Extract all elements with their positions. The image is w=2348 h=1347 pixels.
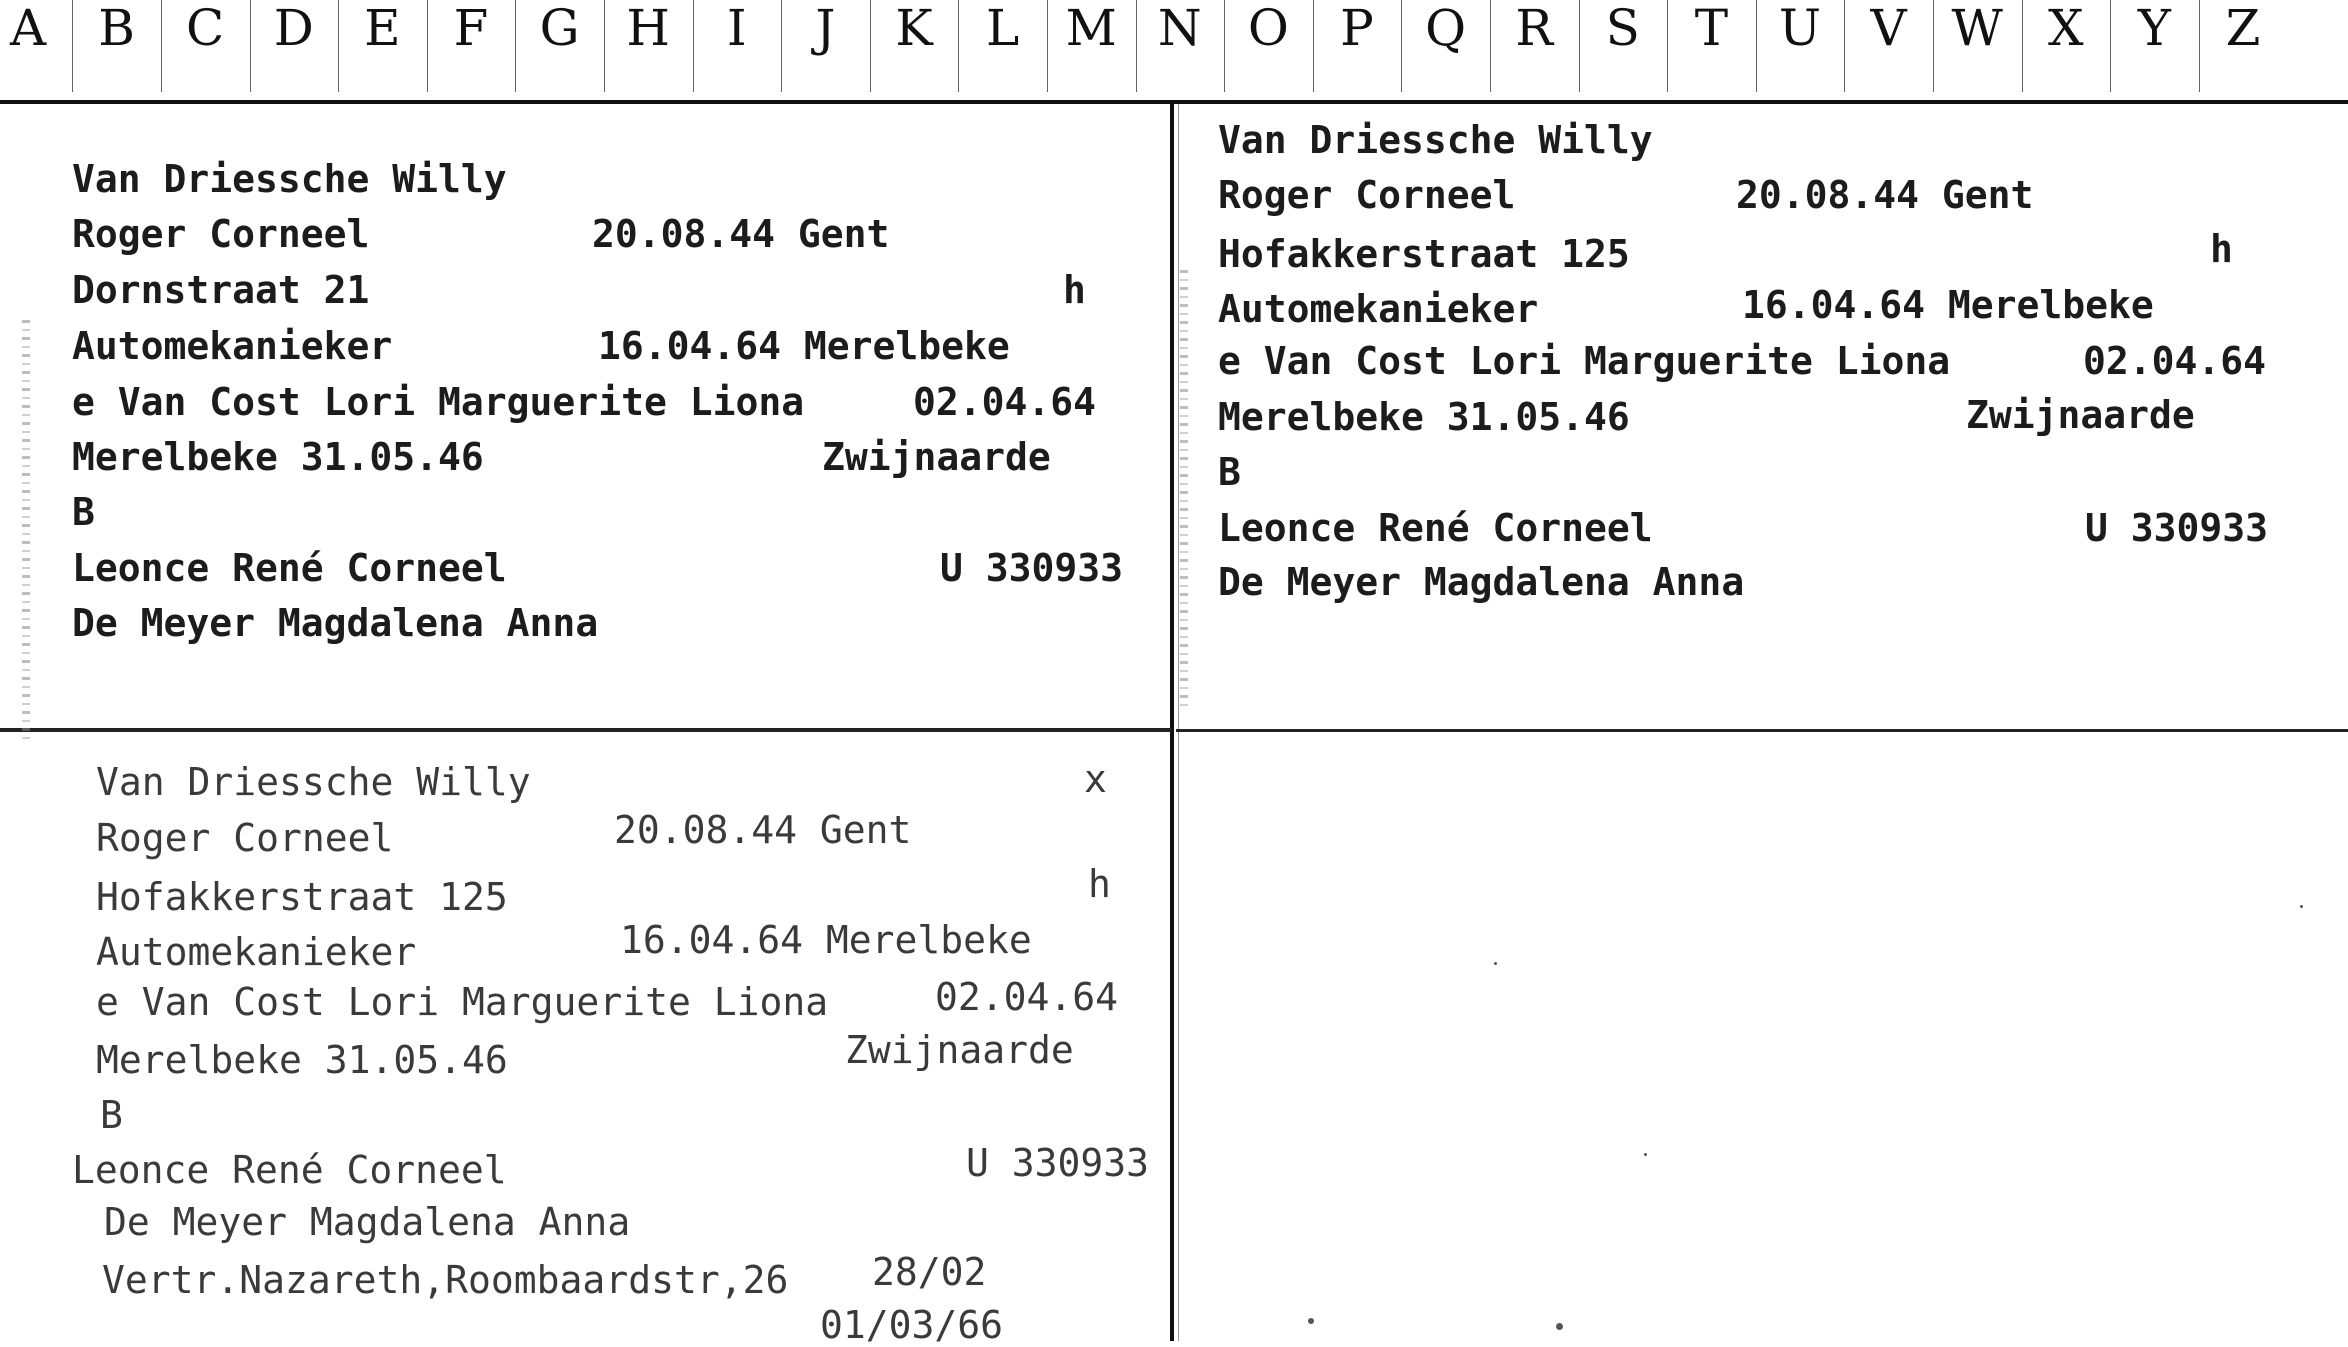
card-marriage-place: Zwijnaarde <box>845 1028 1074 1072</box>
index-letter: Z <box>2225 0 2261 57</box>
card-marker-x: x <box>1084 757 1107 801</box>
scan-speck <box>1494 962 1497 965</box>
index-separator <box>693 0 694 92</box>
card-code-b: B <box>72 490 95 534</box>
index-separator <box>427 0 428 92</box>
card-marriage-date: 02.04.64 <box>913 380 1097 424</box>
card-registration-date-place: 16.04.64 Merelbeke <box>620 918 1032 962</box>
horizontal-divider-right <box>1176 729 2348 732</box>
card-code-b: B <box>100 1093 123 1137</box>
card-birth-date-place: 20.08.44 Gent <box>614 808 912 852</box>
vertical-divider-shadow <box>1178 104 1179 1341</box>
card-marriage-place: Zwijnaarde <box>1966 393 2195 437</box>
index-separator <box>1667 0 1668 92</box>
index-letter: T <box>1694 0 1729 57</box>
card-birth-date-place: 20.08.44 Gent <box>592 212 890 256</box>
index-letter: G <box>539 0 580 57</box>
card-mother: De Meyer Magdalena Anna <box>104 1200 631 1244</box>
card-address: Hofakkerstraat 125 <box>96 875 508 919</box>
card-occupation: Automekanieker <box>1218 287 1539 331</box>
card-address: Dornstraat 21 <box>72 268 370 312</box>
card-spouse: e Van Cost Lori Marguerite Liona <box>72 380 805 424</box>
index-letter: W <box>1951 0 2003 57</box>
index-separator <box>1933 0 1934 92</box>
index-letter: U <box>1778 0 1822 57</box>
index-letter: K <box>895 0 933 57</box>
index-letter: Q <box>1425 0 1467 57</box>
card-father: Leonce René Corneel <box>1218 506 1653 550</box>
card-occupation: Automekanieker <box>96 930 417 974</box>
card-mother: De Meyer Magdalena Anna <box>1218 560 1745 604</box>
card-reference-number: U 330933 <box>2085 506 2269 550</box>
index-separator <box>1401 0 1402 92</box>
index-letter: A <box>9 0 47 57</box>
index-separator <box>250 0 251 92</box>
vertical-divider <box>1170 104 1174 1341</box>
card-father: Leonce René Corneel <box>72 1148 507 1192</box>
index-letter: C <box>186 0 225 57</box>
index-letter: S <box>1605 0 1640 57</box>
index-separator <box>2110 0 2111 92</box>
index-separator <box>781 0 782 92</box>
index-separator <box>72 0 73 92</box>
card-departure-date: 28/02 <box>872 1250 987 1294</box>
index-letter: O <box>1247 0 1289 57</box>
index-letter: M <box>1065 0 1117 57</box>
index-letter: L <box>985 0 1020 57</box>
card-marker-h: h <box>1063 268 1086 312</box>
index-letter: E <box>364 0 401 57</box>
index-separator <box>515 0 516 92</box>
scan-speck <box>1644 1153 1647 1156</box>
card-given-names: Roger Corneel <box>96 816 394 860</box>
index-letter: D <box>273 0 314 57</box>
card-mother: De Meyer Magdalena Anna <box>72 601 599 645</box>
card-given-names: Roger Corneel <box>72 212 370 256</box>
card-birth-date-place: 20.08.44 Gent <box>1736 173 2034 217</box>
index-separator <box>1313 0 1314 92</box>
index-separator <box>870 0 871 92</box>
horizontal-divider-left <box>0 728 1172 732</box>
index-letter: H <box>626 0 670 57</box>
card-spouse-birth: Merelbeke 31.05.46 <box>72 435 484 479</box>
index-separator <box>2022 0 2023 92</box>
card-occupation: Automekanieker <box>72 324 393 368</box>
index-letter: Y <box>2137 0 2171 57</box>
index-letter: N <box>1157 0 1202 57</box>
index-separator <box>1136 0 1137 92</box>
index-letter: R <box>1515 0 1554 57</box>
index-letter: I <box>726 0 747 57</box>
card-marker-h: h <box>2210 227 2233 271</box>
card-registration-date-place: 16.04.64 Merelbeke <box>598 324 1010 368</box>
index-separator <box>2199 0 2200 92</box>
card-name: Van Driessche Willy <box>72 157 507 201</box>
card-spouse: e Van Cost Lori Marguerite Liona <box>1218 339 1951 383</box>
card-spouse-birth: Merelbeke 31.05.46 <box>1218 395 1630 439</box>
scan-speck <box>1556 1323 1563 1330</box>
card-marriage-date: 02.04.64 <box>935 975 1119 1019</box>
index-letter: B <box>98 0 135 57</box>
card-spouse-birth: Merelbeke 31.05.46 <box>96 1038 508 1082</box>
alphabet-index-strip <box>0 0 2348 104</box>
card-marriage-date: 02.04.64 <box>2083 339 2267 383</box>
card-reference-number: U 330933 <box>940 546 1124 590</box>
card-given-names: Roger Corneel <box>1218 173 1516 217</box>
index-separator <box>1844 0 1845 92</box>
index-separator <box>604 0 605 92</box>
scan-edge-noise <box>22 320 30 740</box>
scan-speck <box>2300 905 2303 908</box>
index-letter: J <box>815 0 836 57</box>
index-separator <box>1579 0 1580 92</box>
card-registration-date-place: 16.04.64 Merelbeke <box>1742 283 2154 327</box>
index-separator <box>1224 0 1225 92</box>
index-separator <box>161 0 162 92</box>
card-name: Van Driessche Willy <box>96 760 531 804</box>
index-separator <box>1490 0 1491 92</box>
card-name: Van Driessche Willy <box>1218 118 1653 162</box>
index-letter: X <box>2047 0 2084 57</box>
index-separator <box>958 0 959 92</box>
card-marker-h: h <box>1088 862 1111 906</box>
index-separator <box>1047 0 1048 92</box>
index-letter: P <box>1340 0 1374 57</box>
card-father: Leonce René Corneel <box>72 546 507 590</box>
scan-edge-noise <box>1180 270 1188 710</box>
card-reference-number: U 330933 <box>966 1141 1150 1185</box>
scan-speck <box>1308 1318 1314 1324</box>
card-spouse: e Van Cost Lori Marguerite Liona <box>96 980 829 1024</box>
card-departure-note: Vertr.Nazareth,Roombaardstr,26 <box>102 1258 789 1302</box>
index-separator <box>338 0 339 92</box>
card-address: Hofakkerstraat 125 <box>1218 232 1630 276</box>
index-letter: F <box>453 0 489 57</box>
card-departure-date-2: 01/03/66 <box>820 1303 1004 1347</box>
index-separator <box>1756 0 1757 92</box>
index-letter: V <box>1870 0 1907 57</box>
card-marriage-place: Zwijnaarde <box>822 435 1051 479</box>
card-code-b: B <box>1218 450 1241 494</box>
